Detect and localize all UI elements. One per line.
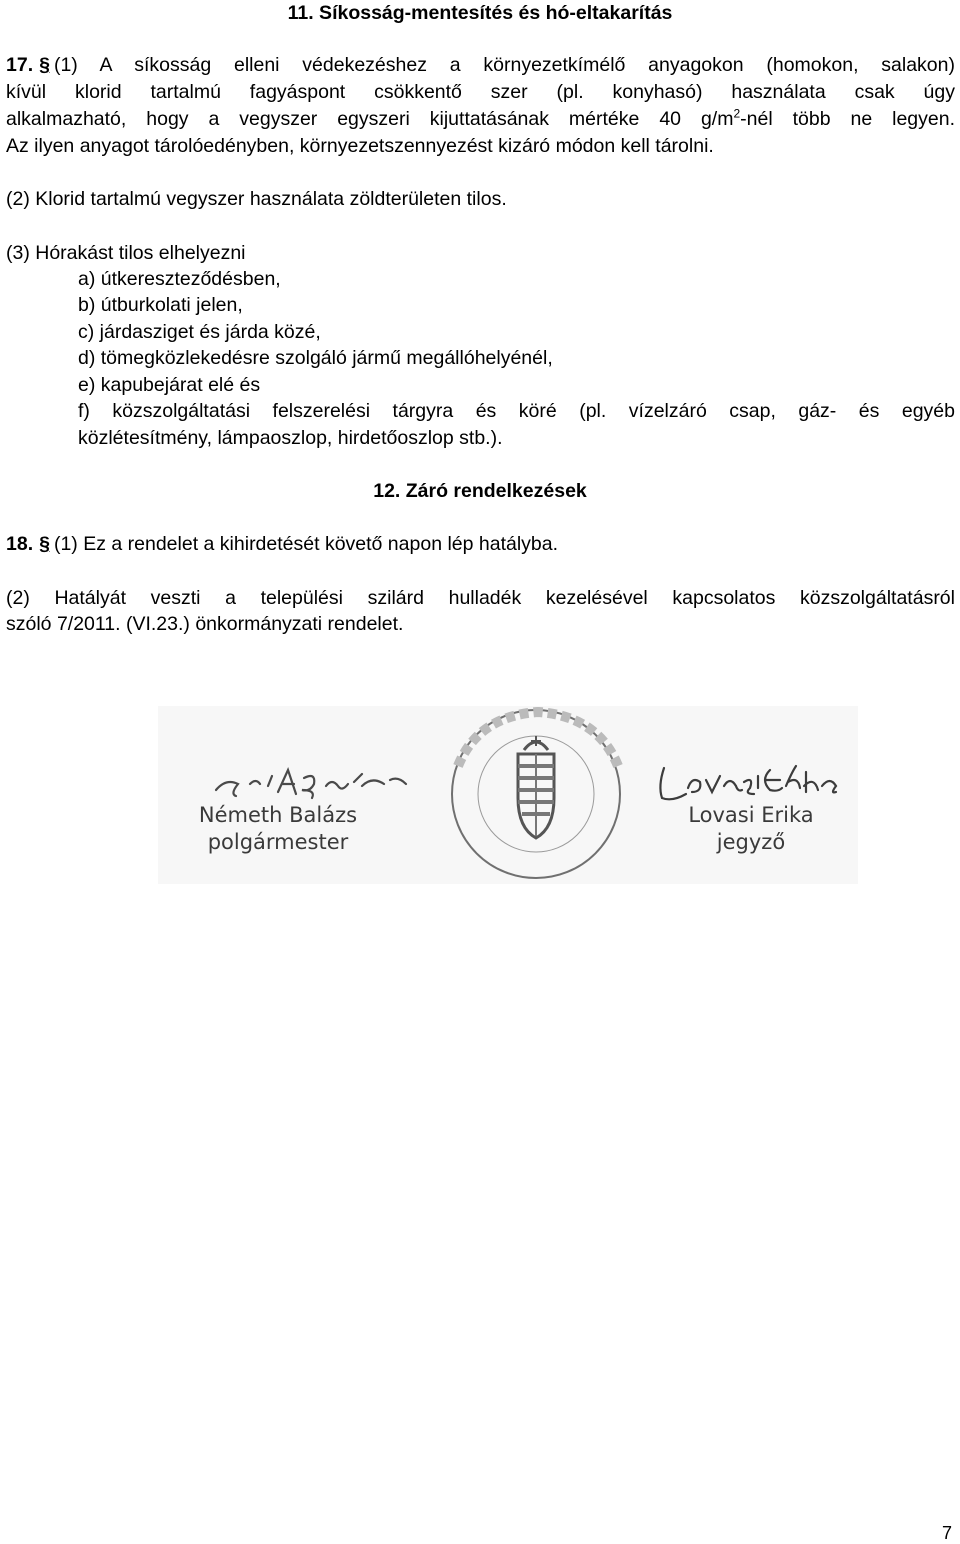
section-sign: § (39, 54, 50, 76)
right-signatory-title: jegyző (716, 830, 786, 854)
para-17-line-3 (6, 106, 955, 132)
section-heading-11: 11. Síkosság-mentesítés és hó-eltakarítás (287, 2, 673, 24)
para-17-line-3b: -nél több ne legyen. (740, 108, 955, 130)
list-item-d: d) tömegközlekedésre szolgáló jármű megállóhelyénél, (78, 347, 553, 369)
para-17-sub-3-intro: (3) Hórakást tilos elhelyezni (6, 242, 246, 264)
para-17-line-4: Az ilyen anyagot tárolóedényben, környezetszennyezést kizáró módon kell tárolni. (6, 135, 714, 157)
para-18-sub-2-line-1: (2) Hatályát veszti a települési szilárd hulladék kezelésével kapcsolatos közszolgáltatásról (6, 587, 955, 609)
left-signatory-title: polgármester (207, 830, 349, 854)
right-signatory-name: Lovasi Erika (688, 803, 814, 827)
para-17-number: 17. (6, 54, 34, 76)
list-item-b: b) útburkolati jelen, (78, 294, 243, 316)
list-item-f-line-2: közlétesítmény, lámpaoszlop, hirdetőoszlop stb.). (78, 427, 503, 449)
list-item-f-line-1: f) közszolgáltatási felszerelési tárgyra és köré (pl. vízelzáró csap, gáz- és egyéb (78, 400, 955, 422)
list-item-a: a) útkereszteződésben, (78, 268, 281, 290)
para-17-line-2: kívül klorid tartalmú fagyáspont csökkentő szer (pl. konyhasó) használata csak úgy (6, 81, 955, 103)
para-17-sub-2: (2) Klorid tartalmú vegyszer használata zöldterületen tilos. (6, 188, 507, 210)
para-17-text-1: (1) A síkosság elleni védekezéshez a környezetkímélő anyagokon (homokon, salakon) (53, 54, 955, 76)
superscript-2: 2 (733, 106, 741, 121)
para-17-line-3a: alkalmazható, hogy a vegyszer egyszeri kijuttatásának mértéke 40 g/m (6, 108, 734, 130)
para-18-sub-1: (1) Ez a rendelet a kihirdetését követő napon lép hatályba. (53, 533, 559, 555)
section-sign: § (39, 533, 50, 555)
left-signatory-name: Németh Balázs (198, 803, 358, 827)
section-heading-12: 12. Záró rendelkezések (373, 480, 587, 502)
signature-block (158, 706, 858, 884)
para-18-sub-2-line-2: szóló 7/2011. (VI.23.) önkormányzati rendelet. (6, 613, 404, 635)
para-18-number: 18. (6, 533, 34, 555)
list-item-e: e) kapubejárat elé és (78, 374, 261, 396)
page-number: 7 (942, 1523, 953, 1543)
signature-graphics (158, 706, 858, 884)
para-17-line-1 (6, 52, 955, 78)
list-item-c: c) járdasziget és járda közé, (78, 321, 321, 343)
para-18-line-1 (6, 531, 558, 557)
